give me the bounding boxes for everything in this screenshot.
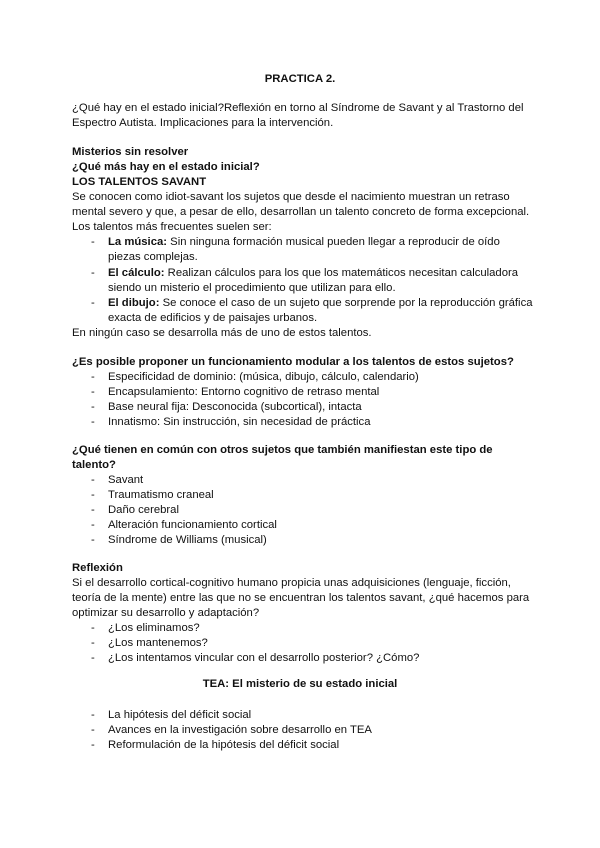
list-item: ¿Los intentamos vincular con el desarrollo posterior? ¿Cómo? <box>108 652 420 664</box>
section-heading: Misterios sin resolver <box>72 146 189 158</box>
bullet-text: piezas complejas. <box>108 251 198 263</box>
bullet-dash: - <box>91 297 95 309</box>
bullet-dash: - <box>91 739 95 751</box>
list-item: La hipótesis del déficit social <box>108 709 252 721</box>
list-item: Especificidad de dominio: (música, dibujo, cálculo, calendario) <box>108 371 419 383</box>
intro-line: ¿Qué hay en el estado inicial?Reflexión en torno al Síndrome de Savant y al Trastorno del <box>72 102 524 114</box>
paragraph-line: Se conocen como idiot-savant los sujetos que desde el nacimiento muestran un retraso <box>72 191 510 203</box>
section-heading: talento? <box>72 459 116 471</box>
section-subheading: LOS TALENTOS SAVANT <box>72 176 207 188</box>
bullet-dash: - <box>91 637 95 649</box>
bullet-dash: - <box>91 622 95 634</box>
paragraph-line: teoría de la mente) entre las que no se encuentran los talentos savant, ¿qué hacemos para <box>72 592 530 604</box>
bullet-text: Se conoce el caso de un sujeto que sorprende por la reproducción gráfica <box>159 297 533 309</box>
list-item: Innatismo: Sin instrucción, sin necesidad de práctica <box>108 416 371 428</box>
section-subheading: ¿Qué más hay en el estado inicial? <box>72 161 260 173</box>
bullet-text: Realizan cálculos para los que los matemáticos necesitan calculadora <box>164 267 519 279</box>
bullet-text: exacta de edificios y de paisajes urbanos. <box>108 312 318 324</box>
bullet-dash: - <box>91 652 95 664</box>
section-heading: ¿Es posible proponer un funcionamiento modular a los talentos de estos sujetos? <box>72 356 514 368</box>
list-item: ¿Los mantenemos? <box>108 637 208 649</box>
section-heading: Reflexión <box>72 562 123 574</box>
list-item: Avances en la investigación sobre desarrollo en TEA <box>108 724 372 736</box>
paragraph-line: Los talentos más frecuentes suelen ser: <box>72 221 272 233</box>
bullet-dash: - <box>91 416 95 428</box>
intro-line: Espectro Autista. Implicaciones para la intervención. <box>72 117 334 129</box>
bullet-dash: - <box>91 236 95 248</box>
list-item: Base neural fija: Desconocida (subcortical), intacta <box>108 401 362 413</box>
list-item: Daño cerebral <box>108 504 179 516</box>
bullet-dash: - <box>91 386 95 398</box>
bullet-term: El dibujo: <box>108 297 160 309</box>
bullet-dash: - <box>91 267 95 279</box>
bullet-text: Sin ninguna formación musical pueden llegar a reproducir de oído <box>167 236 500 248</box>
bullet-dash: - <box>91 709 95 721</box>
bullet-dash: - <box>91 519 95 531</box>
bullet-dash: - <box>91 371 95 383</box>
paragraph-line: Si el desarrollo cortical-cognitivo humano propicia unas adquisiciones (lenguaje, ficción, <box>72 577 511 589</box>
page-title: PRACTICA 2. <box>264 73 336 85</box>
section-heading: TEA: El misterio de su estado inicial <box>202 678 398 690</box>
bullet-item <box>108 266 518 280</box>
paragraph-line: optimizar su desarrollo y adaptación? <box>72 607 260 619</box>
bullet-term: El cálculo: <box>108 267 165 279</box>
bullet-dash: - <box>91 724 95 736</box>
list-item: Síndrome de Williams (musical) <box>108 534 267 546</box>
bullet-item <box>108 296 533 310</box>
bullet-text: siendo un misterio el procedimiento que utilizan para ello. <box>108 282 396 294</box>
bullet-dash: - <box>91 401 95 413</box>
bullet-dash: - <box>91 504 95 516</box>
list-item: Savant <box>108 474 144 486</box>
bullet-dash: - <box>91 534 95 546</box>
list-item: Reformulación de la hipótesis del déficit social <box>108 739 340 751</box>
paragraph-line: mental severo y que, a pesar de ello, desarrollan un talento concreto de forma excepcional. <box>72 206 530 218</box>
list-item: Traumatismo craneal <box>108 489 214 501</box>
list-item: ¿Los eliminamos? <box>108 622 200 634</box>
list-item: Alteración funcionamiento cortical <box>108 519 277 531</box>
list-item: Encapsulamiento: Entorno cognitivo de retraso mental <box>108 386 380 398</box>
section-heading: ¿Qué tienen en común con otros sujetos que también manifiestan este tipo de <box>72 444 493 456</box>
bullet-term: La música: <box>108 236 168 248</box>
paragraph-line: En ningún caso se desarrolla más de uno de estos talentos. <box>72 327 372 339</box>
bullet-dash: - <box>91 489 95 501</box>
bullet-dash: - <box>91 474 95 486</box>
bullet-item <box>108 235 500 249</box>
